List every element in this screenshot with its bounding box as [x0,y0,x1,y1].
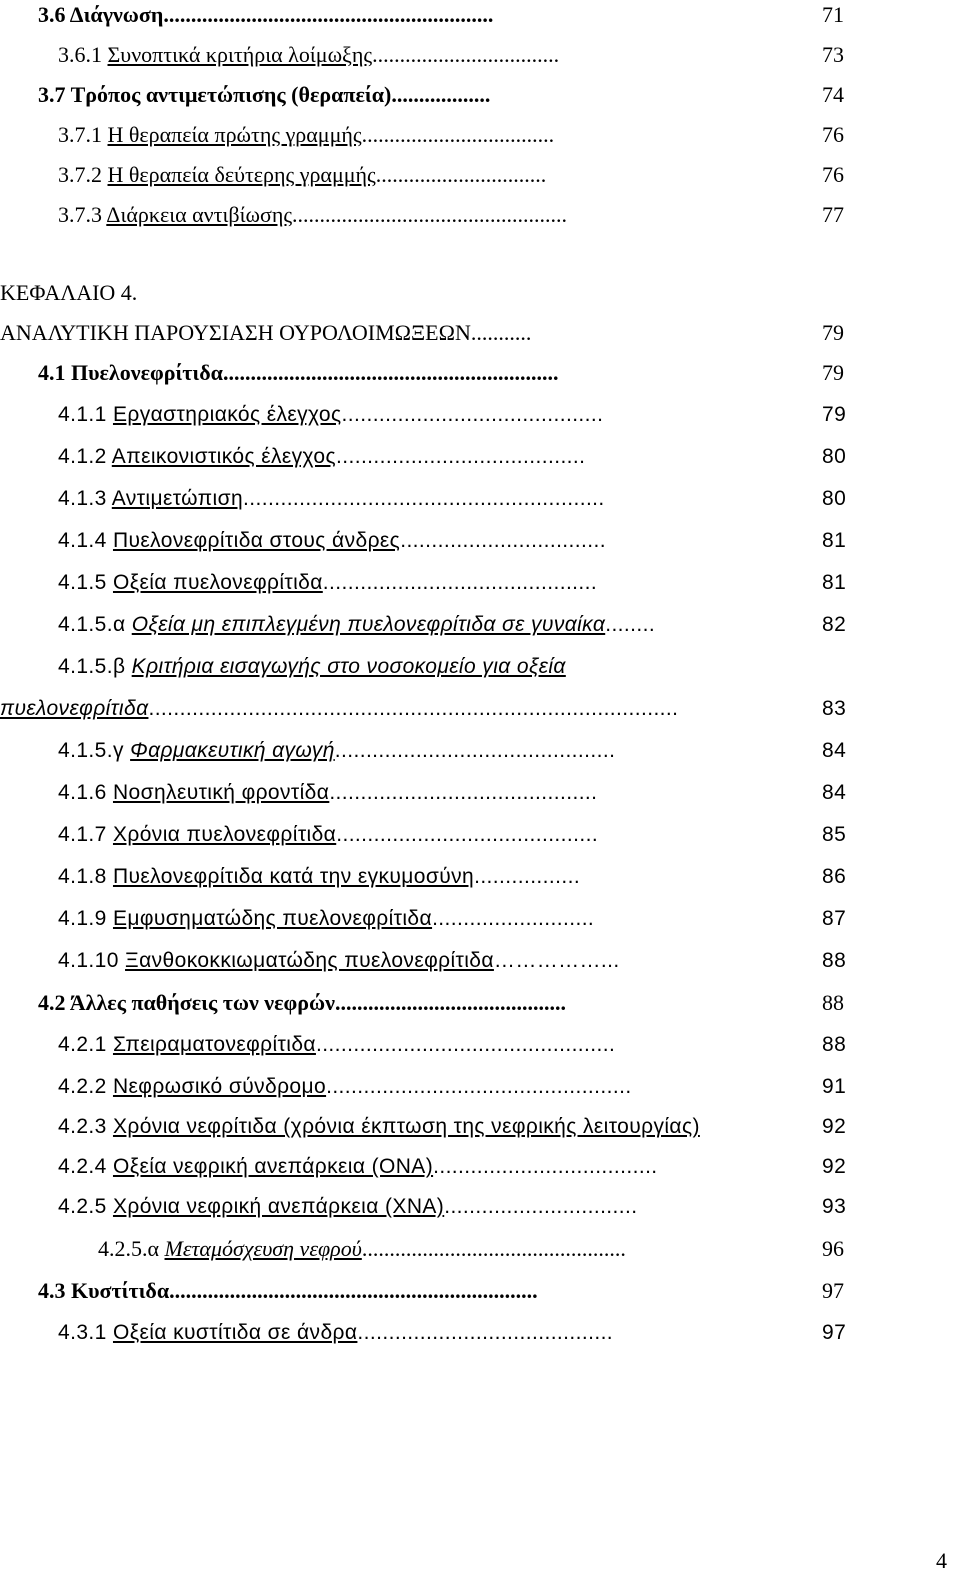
toc-entry[interactable] [0,948,960,988]
toc-entry-number: 4.1.3 [58,487,107,510]
toc-entry-title[interactable]: Εμφυσηματώδης πυελονεφρίτιδα [112,907,433,930]
toc-entry-line [38,2,818,28]
toc-entry-page: 93 [822,1195,847,1218]
toc-entry[interactable] [0,1320,960,1360]
toc-entry[interactable] [0,2,960,42]
toc-entry-page: 73 [822,42,844,67]
toc-entry-page: 83 [822,697,847,720]
toc-entry-line [98,1236,818,1262]
toc-entry-leader-dots: ................................... [361,122,555,147]
toc-entry-leader-dots: ............................................................. [222,360,559,385]
toc-entry-leader-dots: ............................................................ [163,2,494,27]
toc-entry[interactable] [0,1154,960,1194]
toc-entry[interactable] [0,486,960,526]
toc-entry-line [58,42,818,68]
toc-entry-number: 3.7.3 [58,202,102,227]
toc-entry-number: 4.3.1 [58,1321,107,1344]
toc-entry-leader-dots: ......................................... [357,1321,614,1344]
toc-entry-leader-dots: .................................................. [292,202,568,227]
toc-entry[interactable] [0,402,960,442]
toc-entry-line [58,202,818,228]
toc-entry-number: 3.7.2 [58,162,102,187]
toc-entry-line [58,612,818,638]
toc-entry-line [38,82,818,108]
toc-entry-number: 4.1 [38,360,66,385]
toc-entry-title[interactable]: Μεταμόσχευση νεφρού [164,1236,362,1261]
toc-entry-number: 4.1.8 [58,865,107,888]
toc-entry-leader-dots: ........................................... [329,781,598,804]
toc-entry-line [58,864,818,890]
toc-entry-number: 4.1.4 [58,529,107,552]
toc-entry[interactable] [0,82,960,122]
toc-entry-line [58,486,818,512]
toc-entry-leader-dots: .................................... [433,1155,658,1178]
toc-entry[interactable] [0,1032,960,1072]
toc-entry-title[interactable]: Εργαστηριακός έλεγχος [112,403,342,426]
toc-entry-title[interactable]: Απεικονιστικός έλεγχος [111,445,336,468]
toc-entry-line [58,1154,818,1180]
toc-entry-leader-dots: ........................................ [336,445,586,468]
toc-entry-line [58,402,818,428]
toc-entry[interactable] [0,864,960,904]
toc-entry-leader-dots: ............................................. [334,739,616,762]
toc-entry-page: 84 [822,739,847,762]
toc-entry-page: 77 [822,202,844,227]
toc-entry-line [58,570,818,596]
toc-entry-title[interactable]: Ξανθοκοκκιωματώδης πυελονεφρίτιδα [125,949,494,972]
toc-entry-number: 4.3 [38,1278,66,1303]
toc-entry-title[interactable]: Οξεία μη επιπλεγμένη πυελονεφρίτιδα σε γυναίκα [131,613,606,636]
page-number: 4 [936,1548,947,1573]
toc-entry-number: 4.1.6 [58,781,107,804]
toc-entry-leader-dots: ..................................................................................... [148,697,679,720]
toc-entry-number: 4.1.5.α [58,613,126,636]
toc-entry-leader-dots: ............................... [375,162,547,187]
toc-entry-leader-dots: ……………... [493,949,620,972]
toc-entry-line [58,122,818,148]
toc-entry-page: 86 [822,865,847,888]
toc-entry-line [58,1074,818,1100]
toc-entry-title[interactable]: Διάρκεια αντιβίωσης [106,202,293,227]
toc-entry-title[interactable]: Άλλες παθήσεις των νεφρών [69,990,335,1015]
toc-entry-line [58,906,818,932]
toc-entry-leader-dots: .................. [391,82,491,107]
toc-entry-title[interactable]: Χρόνια νεφρική ανεπάρκεια (ΧΝΑ) [112,1195,445,1218]
toc-entry-page: 71 [822,2,844,27]
toc-entry-line [58,1194,818,1220]
toc-entry-title[interactable]: Διάγνωση [69,2,164,27]
toc-entry-line [58,780,818,806]
toc-entry-title[interactable]: Πυελονεφρίτιδα στους άνδρες [112,529,401,552]
toc-entry-page: 88 [822,949,847,972]
toc-entry-page: 74 [822,82,844,107]
toc-entry-leader-dots: .......................... [432,907,595,930]
toc-entry-title[interactable]: Οξεία νεφρική ανεπάρκεια (ΟΝΑ) [112,1155,434,1178]
toc-entry-title[interactable]: ΚΕΦΑΛΑΙΟ 4. [0,280,138,305]
toc-entry[interactable] [0,360,960,400]
toc-entry[interactable] [0,738,960,778]
toc-entry-line [58,822,818,848]
toc-entry-title[interactable]: Κριτήρια εισαγωγής στο νοσοκομείο για οξεία [131,655,566,678]
toc-entry-number: 3.6 [38,2,66,27]
toc-entry-page: 88 [822,990,844,1015]
toc-entry[interactable] [0,528,960,568]
toc-entry[interactable] [0,42,960,82]
toc-entry-title[interactable]: Οξεία κυστίτιδα σε άνδρα [112,1321,358,1344]
toc-entry-title[interactable]: πυελονεφρίτιδα [0,697,149,720]
toc-entry-leader-dots: ........ [605,613,656,636]
toc-entry-leader-dots: ................................................. [326,1075,632,1098]
toc-entry-title[interactable]: Αντιμετώπιση [111,487,244,510]
toc-entry-page: 81 [822,529,847,552]
toc-entry-number: 4.2 [38,990,66,1015]
toc-entry-page: 80 [822,487,847,510]
toc-entry-page: 87 [822,907,847,930]
toc-entry[interactable] [0,122,960,162]
toc-entry-leader-dots: .......................................... [334,990,566,1015]
toc-entry-page: 81 [822,571,847,594]
toc-entry-line [58,948,818,974]
toc-entry-leader-dots: .......................................................... [243,487,605,510]
toc-entry[interactable] [0,696,960,736]
toc-entry-number: 4.2.3 [58,1115,107,1138]
toc-entry-title[interactable]: Χρόνια νεφρίτιδα (χρόνια έκπτωση της νεφρικής λειτουργίας) [112,1115,700,1138]
toc-entry-line [58,1320,818,1346]
toc-entry-title[interactable]: Κυστίτιδα [71,1278,170,1303]
toc-entry-page: 91 [822,1075,847,1098]
toc-entry-number: 3.7.1 [58,122,102,147]
toc-entry-title[interactable]: Πυελονεφρίτιδα κατά την εγκυμοσύνη [112,865,475,888]
toc-entry[interactable] [0,570,960,610]
toc-entry-page: 79 [822,320,844,345]
toc-entry-number: 3.7 [38,82,66,107]
toc-entry[interactable] [0,162,960,202]
toc-entry-leader-dots: .......................................... [336,823,599,846]
toc-entry-number: 4.1.5 [58,571,107,594]
toc-entry[interactable] [0,280,960,320]
toc-entry-title[interactable]: Η θεραπεία δεύτερης γραμμής [107,162,376,187]
toc-entry-leader-dots: ................................................................... [169,1278,538,1303]
toc-entry[interactable] [0,320,960,360]
toc-entry[interactable] [0,444,960,484]
toc-entry-page: 82 [822,613,847,636]
toc-entry[interactable] [0,822,960,862]
toc-entry-line [58,528,818,554]
toc-entry-leader-dots: .................................. [372,42,560,67]
toc-entry-page: 88 [822,1033,847,1056]
toc-entry-title[interactable]: Νεφρωσικό σύνδρομο [112,1075,327,1098]
toc-entry-number: 4.2.1 [58,1033,107,1056]
toc-entry-title[interactable]: Τρόπος αντιμετώπισης (θεραπεία) [70,82,392,107]
toc-entry-number: 4.1.5.β [58,655,126,678]
toc-entry-line [0,280,818,306]
toc-entry-number: 3.6.1 [58,42,102,67]
toc-entry-leader-dots: ................................................ [315,1033,616,1056]
toc-entry-page: 80 [822,445,847,468]
toc-entry-line [38,1278,818,1304]
toc-entry[interactable] [0,1278,960,1318]
toc-entry-number: 4.1.1 [58,403,107,426]
toc-entry[interactable] [0,654,960,694]
toc-entry-leader-dots: ................................................ [361,1236,626,1261]
toc-entry-line [38,360,818,386]
toc-entry-leader-dots: ................................. [400,529,606,552]
toc-entry-page: 96 [822,1236,844,1261]
toc-entry-line [58,654,818,680]
toc-entry-number: 4.1.7 [58,823,107,846]
toc-entry-line [38,990,818,1016]
toc-entry-number: 4.2.2 [58,1075,107,1098]
toc-entry-leader-dots: .......................................... [341,403,604,426]
toc-entry-leader-dots: ............................................ [322,571,598,594]
toc-entry-page: 92 [822,1115,847,1138]
toc-entry-title[interactable]: Οξεία πυελονεφρίτιδα [112,571,323,594]
toc-entry[interactable] [0,906,960,946]
toc-entry-page: 79 [822,403,847,426]
toc-entry[interactable] [0,990,960,1030]
toc-entry-title[interactable]: Χρόνια πυελονεφρίτιδα [112,823,337,846]
toc-entry-line [58,444,818,470]
toc-entry-line [0,320,818,346]
toc-entry-title[interactable]: Πυελονεφρίτιδα [71,360,223,385]
toc-entry-leader-dots: ................. [474,865,581,888]
toc-entry-leader-dots: ........... [470,320,532,345]
toc-entry-leader-dots: ............................... [444,1195,638,1218]
toc-entry-number: 4.1.9 [58,907,107,930]
toc-entry-page: 79 [822,360,844,385]
toc-entry-line [58,738,818,764]
toc-entry-number: 4.1.5.γ [58,739,124,762]
toc-entry[interactable] [0,1114,960,1154]
toc-entry-page: 76 [822,122,844,147]
toc-entry-title[interactable]: ΑΝΑΛΥΤΙΚΗ ΠΑΡΟΥΣΙΑΣΗ ΟΥΡΟΛΟΙΜΩΞΕΩΝ [0,320,471,345]
toc-entry[interactable] [0,202,960,242]
toc-entry-page: 97 [822,1321,847,1344]
toc-entry[interactable] [0,612,960,652]
toc-entry-page: 76 [822,162,844,187]
toc-entry-number: 4.2.5 [58,1195,107,1218]
toc-entry-title[interactable]: Η θεραπεία πρώτης γραμμής [107,122,362,147]
toc-entry-number: 4.2.5.α [98,1236,160,1261]
toc-entry-number: 4.1.10 [58,949,119,972]
toc-entry-page: 92 [822,1155,847,1178]
toc-entry-title[interactable]: Συνοπτικά κριτήρια λοίμωξης [107,42,373,67]
toc-entry[interactable] [0,1194,960,1234]
toc-entry[interactable] [0,780,960,820]
toc-entry-line [0,696,818,722]
toc-entry-title[interactable]: Νοσηλευτική φροντίδα [112,781,330,804]
toc-entry-page: 97 [822,1278,844,1303]
toc-entry-line [58,162,818,188]
toc-entry-page: 84 [822,781,847,804]
toc-entry-number: 4.2.4 [58,1155,107,1178]
toc-entry[interactable] [0,1236,960,1276]
toc-entry-line [58,1114,818,1140]
toc-entry-title[interactable]: Σπειραματονεφρίτιδα [112,1033,316,1056]
toc-entry-number: 4.1.2 [58,445,107,468]
toc-entry[interactable] [0,1074,960,1114]
toc-entry-title[interactable]: Φαρμακευτική αγωγή [130,739,335,762]
toc-entry-page: 85 [822,823,847,846]
toc-entry-line [58,1032,818,1058]
